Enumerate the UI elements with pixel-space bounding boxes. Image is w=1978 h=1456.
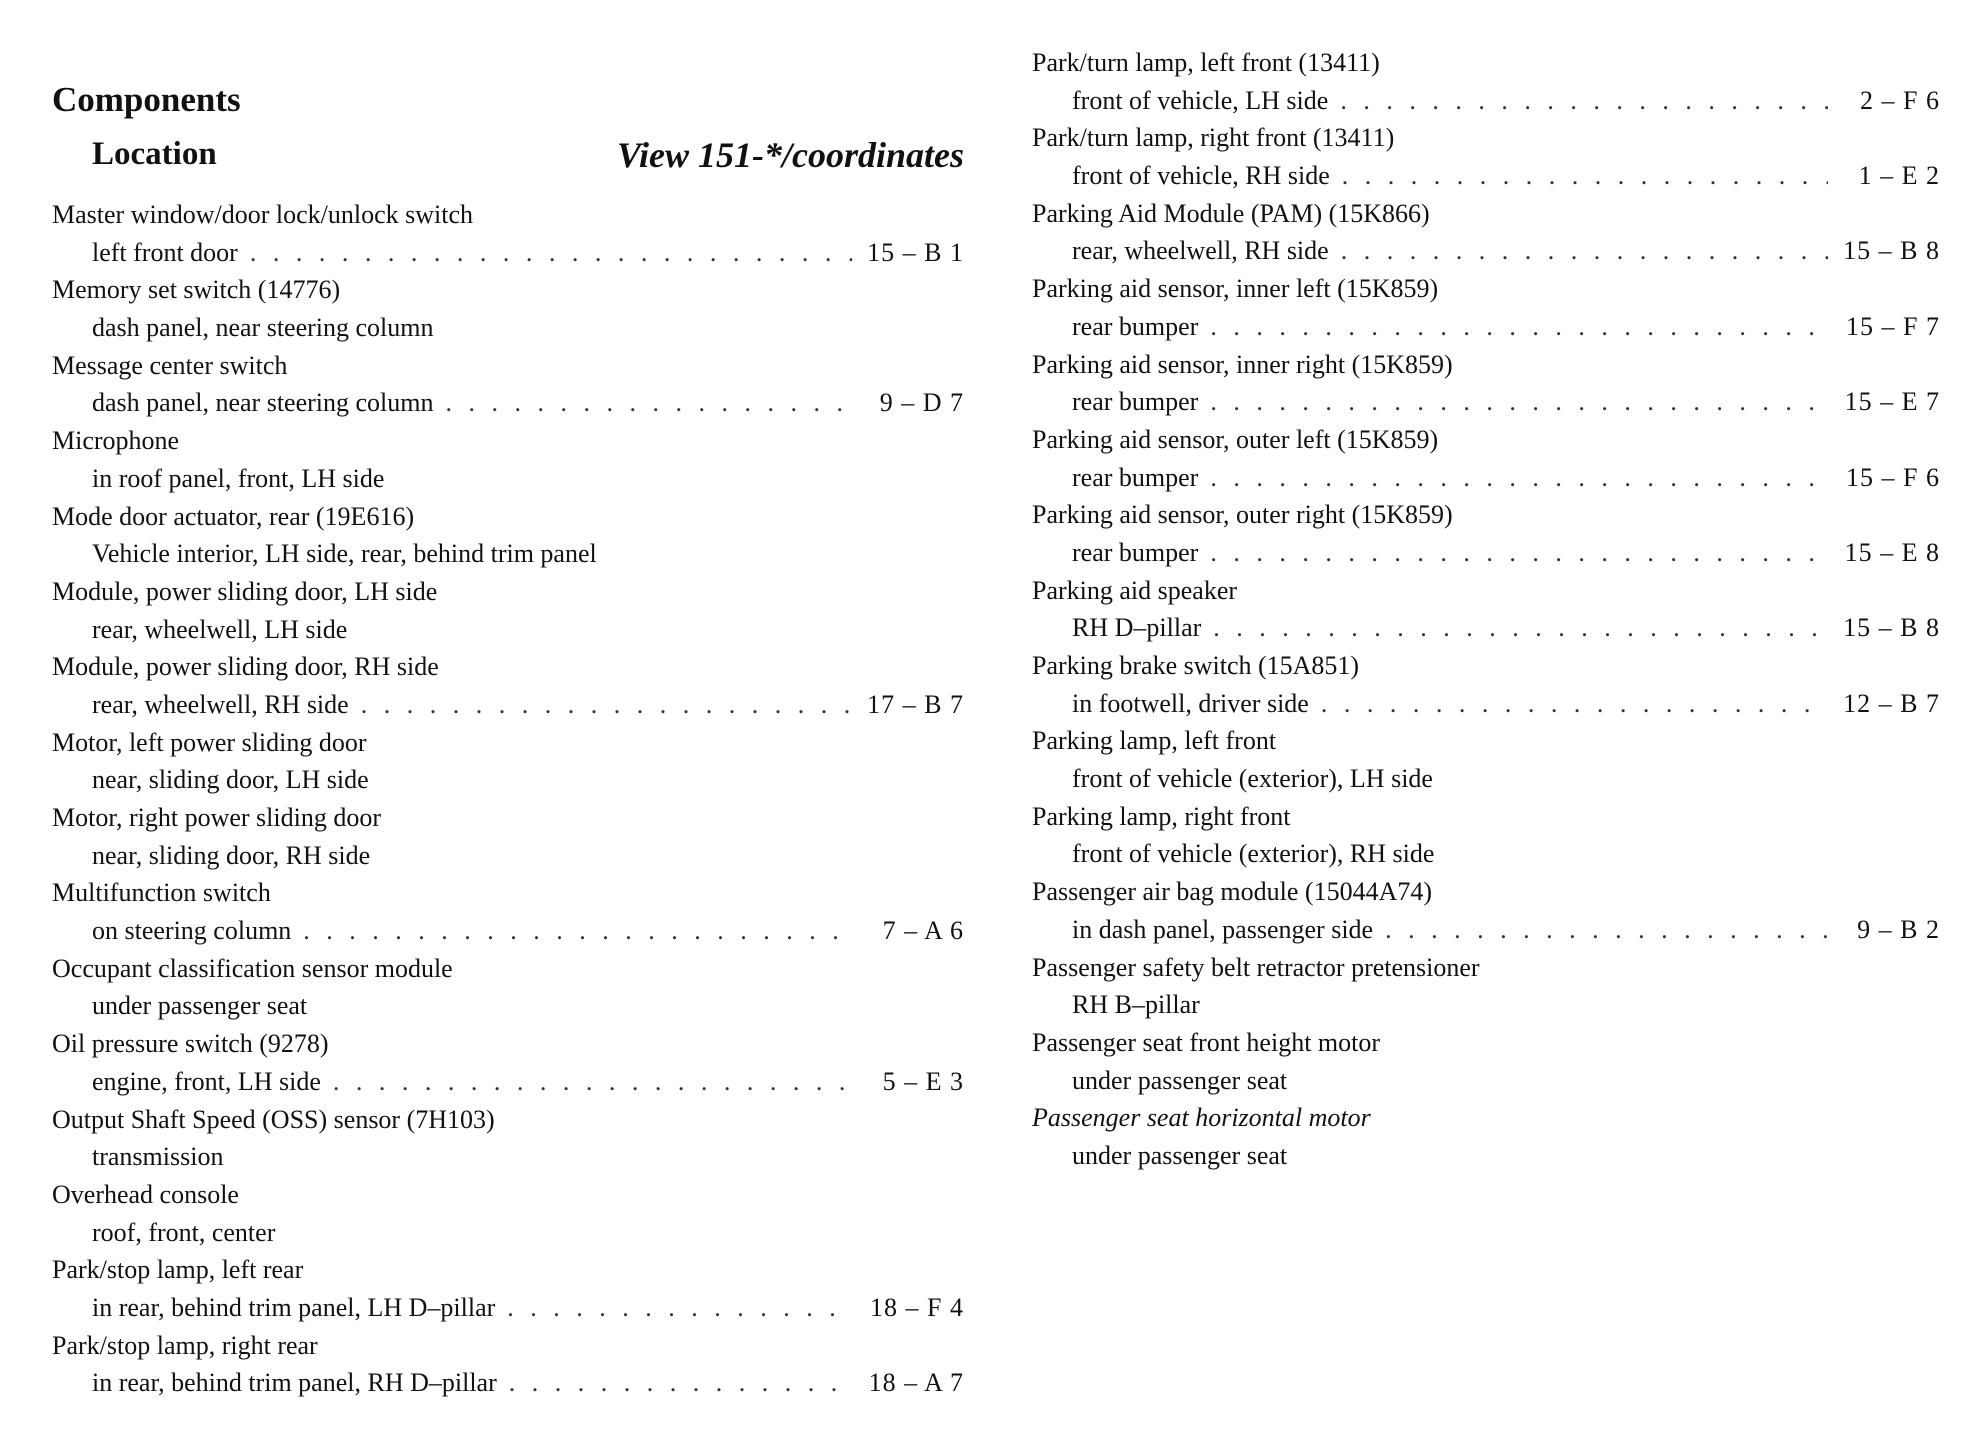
- component-entry: [52, 1025, 964, 1100]
- component-location-row: [52, 987, 964, 1025]
- dot-leader: [1210, 459, 1828, 497]
- component-name: Master window/door lock/unlock switch: [52, 200, 473, 229]
- component-entry: [52, 196, 964, 271]
- component-coordinates: 17 – B 7: [867, 689, 964, 719]
- component-entry: [52, 1101, 964, 1176]
- component-entry: [1032, 572, 1940, 647]
- component-name: Motor, left power sliding door: [52, 727, 367, 757]
- dot-leader: [1210, 534, 1828, 572]
- component-name: Passenger seat horizontal motor: [1032, 1103, 1371, 1133]
- component-name: Park/stop lamp, left rear: [52, 1255, 304, 1285]
- component-entry: [1032, 722, 1940, 797]
- component-entry: [1032, 1024, 1940, 1099]
- component-name: Module, power sliding door, RH side: [52, 652, 439, 682]
- component-name: Multifunction switch: [52, 878, 271, 908]
- component-location-row: [1032, 1137, 1940, 1175]
- dot-leader: [1321, 685, 1828, 723]
- right-component-list: [1032, 44, 1940, 1175]
- component-location-row: [52, 309, 964, 347]
- component-coordinates: 15 – B 1: [867, 237, 964, 267]
- component-coordinates: 15 – E 8: [1844, 537, 1940, 567]
- component-location: dash panel, near steering column: [92, 388, 434, 418]
- location-column-header: Location: [92, 136, 217, 172]
- component-location: front of vehicle (exterior), LH side: [1072, 764, 1433, 794]
- component-entry: [52, 1327, 964, 1402]
- left-component-list: [52, 196, 964, 1402]
- component-location: rear, wheelwell, RH side: [1072, 236, 1329, 266]
- component-name: Parking Aid Module (PAM) (15K866): [1032, 198, 1430, 228]
- dot-leader: [509, 1364, 852, 1402]
- component-coordinates: 15 – B 8: [1843, 613, 1940, 643]
- component-location-row: [52, 761, 964, 799]
- component-location-row: [1032, 911, 1940, 949]
- component-location: rear bumper: [1072, 462, 1199, 492]
- component-location-row: [52, 686, 964, 724]
- component-entry: [52, 724, 964, 799]
- component-entry: [52, 1251, 964, 1326]
- component-coordinates: 9 – D 7: [879, 388, 964, 418]
- component-location-row: [52, 535, 964, 573]
- component-entry: [1032, 119, 1940, 194]
- component-location: front of vehicle (exterior), RH side: [1072, 839, 1435, 869]
- component-location: rear bumper: [1072, 537, 1199, 567]
- dot-leader: [303, 912, 852, 950]
- component-location-row: [1032, 609, 1940, 647]
- component-location-row: [52, 611, 964, 649]
- component-coordinates: 15 – F 7: [1846, 311, 1940, 341]
- component-location-row: [52, 234, 964, 272]
- component-location-row: [1032, 308, 1940, 346]
- component-coordinates: 2 – F 6: [1860, 85, 1940, 115]
- component-name: Parking lamp, left front: [1032, 726, 1277, 756]
- component-location-row: [1032, 157, 1940, 195]
- component-location: under passenger seat: [1072, 1140, 1288, 1170]
- component-entry: [1032, 496, 1940, 571]
- dot-leader: [1342, 157, 1828, 195]
- component-location: in roof panel, front, LH side: [92, 463, 385, 493]
- component-name: Parking aid sensor, outer left (15K859): [1032, 424, 1439, 454]
- dot-leader: [1341, 232, 1828, 270]
- component-entry: [52, 422, 964, 497]
- component-entry: [1032, 346, 1940, 421]
- component-location-row: [52, 1138, 964, 1176]
- component-entry: [1032, 647, 1940, 722]
- component-entry: [52, 573, 964, 648]
- component-location-row: [1032, 459, 1940, 497]
- dot-leader: [1210, 308, 1828, 346]
- component-name: Memory set switch (14776): [52, 275, 341, 305]
- component-location-row: [1032, 534, 1940, 572]
- component-name: Parking aid speaker: [1032, 575, 1238, 605]
- component-location: under passenger seat: [1072, 1065, 1288, 1095]
- dot-leader: [1213, 609, 1828, 647]
- component-coordinates: 18 – A 7: [868, 1368, 964, 1398]
- component-location: RH B–pillar: [1072, 990, 1200, 1020]
- component-location-row: [52, 460, 964, 498]
- component-entry: [1032, 798, 1940, 873]
- component-entry: [52, 1176, 964, 1251]
- component-name: Passenger safety belt retractor pretensioner: [1032, 952, 1480, 982]
- component-entry: [1032, 44, 1940, 119]
- component-location-row: [1032, 82, 1940, 120]
- component-location-row: [1032, 835, 1940, 873]
- component-entry: [52, 874, 964, 949]
- component-location: near, sliding door, RH side: [92, 840, 371, 870]
- component-location-row: [1032, 760, 1940, 798]
- component-location-row: [52, 1063, 964, 1101]
- component-location: front of vehicle, RH side: [1072, 161, 1330, 191]
- component-entry: [52, 648, 964, 723]
- component-entry: [52, 799, 964, 874]
- component-name: Parking lamp, right front: [1032, 801, 1291, 831]
- component-name: Mode door actuator, rear (19E616): [52, 501, 415, 531]
- component-name: Overhead console: [52, 1179, 239, 1209]
- component-location-row: [52, 1214, 964, 1252]
- component-location: transmission: [92, 1142, 224, 1172]
- component-entry: [1032, 949, 1940, 1024]
- component-coordinates: 9 – B 2: [1857, 914, 1940, 944]
- component-entry: [1032, 270, 1940, 345]
- component-location-row: [52, 1289, 964, 1327]
- section-title: Components: [52, 80, 241, 119]
- component-location-row: [52, 837, 964, 875]
- dot-leader: [507, 1289, 852, 1327]
- component-location-row: [1032, 232, 1940, 270]
- component-entry: [52, 498, 964, 573]
- component-location-row: [1032, 685, 1940, 723]
- component-coordinates: 12 – B 7: [1843, 688, 1940, 718]
- component-location-row: [52, 1364, 964, 1402]
- component-location: engine, front, LH side: [92, 1066, 321, 1096]
- component-coordinates: 15 – E 7: [1844, 387, 1940, 417]
- component-name: Parking aid sensor, outer right (15K859): [1032, 500, 1453, 530]
- component-location: in rear, behind trim panel, RH D–pillar: [92, 1368, 497, 1398]
- component-name: Parking aid sensor, inner right (15K859): [1032, 349, 1453, 379]
- component-location: in rear, behind trim panel, LH D–pillar: [92, 1292, 496, 1322]
- dot-leader: [250, 234, 852, 272]
- component-location: Vehicle interior, LH side, rear, behind trim panel: [92, 539, 597, 569]
- dot-leader: [1210, 383, 1828, 421]
- component-name: Message center switch: [52, 350, 288, 380]
- component-entry: [52, 271, 964, 346]
- component-name: Output Shaft Speed (OSS) sensor (7H103): [52, 1104, 495, 1134]
- component-name: Park/turn lamp, right front (13411): [1032, 123, 1395, 153]
- component-name: Park/turn lamp, left front (13411): [1032, 48, 1380, 77]
- component-location: left front door: [92, 237, 238, 267]
- component-location: rear, wheelwell, RH side: [92, 689, 349, 719]
- component-location-row: [1032, 986, 1940, 1024]
- component-location: under passenger seat: [92, 991, 308, 1021]
- component-entry: [1032, 195, 1940, 270]
- component-coordinates: 5 – E 3: [882, 1066, 964, 1096]
- component-name: Passenger air bag module (15044A74): [1032, 877, 1433, 907]
- component-entry: [52, 950, 964, 1025]
- component-location: roof, front, center: [92, 1217, 276, 1247]
- component-location-row: [52, 912, 964, 950]
- component-location-row: [1032, 1062, 1940, 1100]
- dot-leader: [361, 686, 852, 724]
- component-coordinates: 18 – F 4: [870, 1292, 964, 1322]
- component-location: in footwell, driver side: [1072, 688, 1309, 718]
- component-name: Parking brake switch (15A851): [1032, 651, 1360, 680]
- component-name: Module, power sliding door, LH side: [52, 576, 438, 606]
- component-location-row: [1032, 383, 1940, 421]
- component-coordinates: 1 – E 2: [1858, 161, 1940, 191]
- dot-leader: [1340, 82, 1828, 120]
- component-location: RH D–pillar: [1072, 613, 1202, 643]
- component-name: Passenger seat front height motor: [1032, 1027, 1381, 1057]
- component-entry: [1032, 1099, 1940, 1174]
- component-location: rear bumper: [1072, 311, 1199, 341]
- component-name: Park/stop lamp, right rear: [52, 1330, 318, 1360]
- component-name: Motor, right power sliding door: [52, 803, 381, 832]
- component-entry: [52, 347, 964, 422]
- component-name: Oil pressure switch (9278): [52, 1029, 329, 1059]
- component-name: Microphone: [52, 426, 180, 456]
- component-coordinates: 15 – F 6: [1846, 462, 1940, 492]
- component-name: Parking aid sensor, inner left (15K859): [1032, 274, 1439, 304]
- view-column-header: View 151-*/coordinates: [616, 135, 964, 175]
- component-location: dash panel, near steering column: [92, 313, 434, 343]
- component-location: in dash panel, passenger side: [1072, 914, 1374, 944]
- component-coordinates: 15 – B 8: [1843, 236, 1940, 266]
- component-name: Occupant classification sensor module: [52, 953, 453, 983]
- component-location: on steering column: [92, 916, 292, 946]
- component-coordinates: 7 – A 6: [882, 916, 964, 946]
- dot-leader: [333, 1063, 852, 1101]
- component-location: rear bumper: [1072, 387, 1199, 417]
- component-location: rear, wheelwell, LH side: [92, 614, 348, 644]
- component-location: near, sliding door, LH side: [92, 765, 369, 795]
- dot-leader: [1385, 911, 1828, 949]
- component-location: front of vehicle, LH side: [1072, 85, 1329, 115]
- component-entry: [1032, 421, 1940, 496]
- component-entry: [1032, 873, 1940, 948]
- component-location-row: [52, 384, 964, 422]
- dot-leader: [446, 384, 853, 422]
